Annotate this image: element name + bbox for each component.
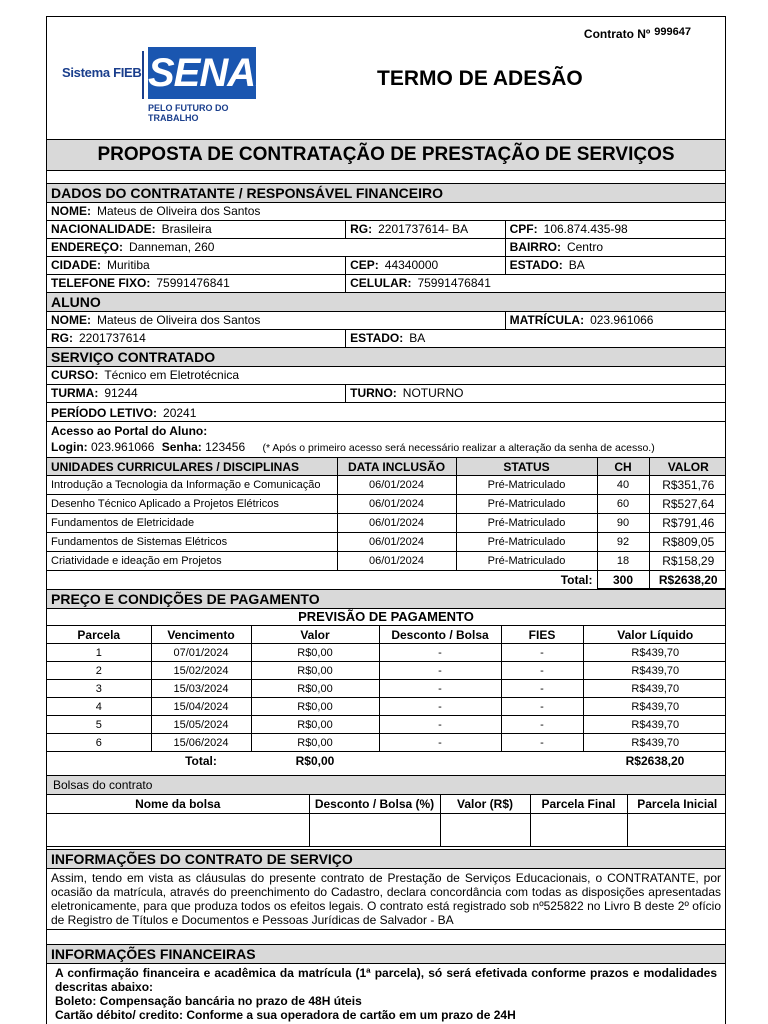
parcela-vencimento: 15/03/2024 (151, 680, 251, 698)
table-row (47, 644, 726, 662)
parcela-valor: R$0,00 (251, 644, 379, 662)
disciplina-valor: R$527,64 (649, 495, 726, 514)
aluno-nome: Mateus de Oliveira dos Santos (97, 313, 261, 327)
field-label: NACIONALIDADE: (51, 222, 156, 236)
payment-total-row (47, 752, 726, 770)
parcela-valor: R$0,00 (251, 698, 379, 716)
table-row (47, 734, 726, 752)
col-header: Parcela Inicial (627, 795, 726, 813)
field-label: PERÍODO LETIVO: (51, 406, 158, 420)
financial-info-boleto: Boleto: Compensação bancária no prazo de 48H úteis (55, 993, 362, 1008)
total-valor: R$0,00 (295, 753, 335, 768)
table-row (47, 476, 726, 495)
parcela-valor: R$0,00 (251, 734, 379, 752)
section-info-financeiras: INFORMAÇÕES FINANCEIRAS (47, 944, 725, 964)
field-label: RG: (350, 222, 373, 236)
section-servico: SERVIÇO CONTRATADO (47, 348, 725, 367)
parcela-desconto: - (379, 716, 501, 734)
parcela-liquido: R$439,70 (583, 716, 726, 734)
contratante-nacionalidade: Brasileira (161, 222, 212, 236)
col-header: Vencimento (151, 626, 251, 644)
section-pagamento: PREÇO E CONDIÇÕES DE PAGAMENTO (47, 589, 725, 609)
contract-number (584, 27, 691, 41)
field-label: ESTADO: (509, 258, 563, 272)
contratante-cep: 44340000 (384, 258, 439, 272)
disciplina-data: 06/01/2024 (337, 495, 456, 514)
bolsas-title: Bolsas do contrato (47, 776, 725, 795)
table-row (47, 552, 726, 571)
financial-info-p1: A confirmação financeira e acadêmica da matrícula (1ª parcela), só será efetivada conforme prazos e modalidades descritas abaixo: (55, 965, 717, 994)
col-header: Parcela (47, 626, 151, 644)
parcela-valor: R$0,00 (251, 680, 379, 698)
logo-divider (142, 51, 144, 99)
table-row (47, 680, 726, 698)
field-label: TELEFONE FIXO: (51, 276, 151, 290)
aluno-row-rg (47, 330, 725, 348)
field-label: CELULAR: (350, 276, 412, 290)
disciplina-valor: R$158,29 (649, 552, 726, 571)
contratante-row-endereco (47, 239, 725, 257)
contratante-row-nome (47, 203, 725, 221)
field-label: CIDADE: (51, 258, 101, 272)
parcela-desconto: - (379, 644, 501, 662)
parcela-num: 2 (47, 662, 151, 680)
parcela-valor: R$0,00 (251, 716, 379, 734)
disciplina-nome: Fundamentos de Sistemas Elétricos (47, 533, 337, 552)
disciplinas-total-row (47, 571, 726, 589)
aluno-row-nome (47, 312, 725, 330)
parcela-desconto: - (379, 680, 501, 698)
col-header: UNIDADES CURRICULARES / DISCIPLINAS (47, 458, 337, 476)
contract-number-label: Contrato Nº (583, 27, 651, 41)
section-aluno: ALUNO (47, 293, 725, 312)
logo-slogan: PELO FUTURO DO TRABALHO (148, 103, 229, 123)
servico-turno: NOTURNO (402, 386, 464, 400)
disciplina-status: Pré-Matriculado (456, 533, 597, 552)
disciplina-data: 06/01/2024 (337, 476, 456, 495)
parcela-liquido: R$439,70 (583, 662, 726, 680)
contratante-cpf: 106.874.435-98 (543, 222, 628, 236)
disciplina-ch: 40 (597, 476, 649, 495)
col-header: FIES (501, 626, 583, 644)
parcela-desconto: - (379, 734, 501, 752)
servico-row-periodo (47, 403, 725, 422)
disciplina-ch: 18 (597, 552, 649, 571)
field-label: NOME: (51, 204, 91, 218)
portal-access-label: Acesso ao Portal do Aluno: (51, 424, 208, 438)
disciplina-ch: 90 (597, 514, 649, 533)
contratante-nome: Mateus de Oliveira dos Santos (97, 204, 261, 218)
col-header: Parcela Final (530, 795, 627, 813)
login-label: Login: (51, 440, 88, 454)
disciplina-status: Pré-Matriculado (456, 514, 597, 533)
senha-label: Senha: (161, 440, 202, 454)
parcela-desconto: - (379, 662, 501, 680)
parcela-fies: - (501, 734, 583, 752)
parcela-liquido: R$439,70 (583, 734, 726, 752)
aluno-matricula: 023.961066 (590, 313, 654, 327)
total-liquido: R$2638,20 (625, 753, 685, 768)
financial-info-cartao: Cartão débito/ credito: Conforme a sua operadora de cartão em um prazo de 24H (55, 1007, 516, 1022)
parcela-num: 4 (47, 698, 151, 716)
parcela-liquido: R$439,70 (583, 698, 726, 716)
disciplina-data: 06/01/2024 (337, 533, 456, 552)
parcela-num: 6 (47, 734, 151, 752)
aluno-rg: 2201737614 (79, 331, 146, 345)
field-label: ESTADO: (350, 331, 404, 345)
col-header: CH (597, 458, 649, 476)
table-row (47, 662, 726, 680)
disciplina-ch: 60 (597, 495, 649, 514)
col-header: VALOR (649, 458, 726, 476)
servico-row-curso (47, 367, 725, 385)
servico-curso: Técnico em Eletrotécnica (104, 368, 240, 382)
senai-logo (62, 45, 266, 123)
login-value: 023.961066 (91, 440, 155, 454)
disciplina-valor: R$791,46 (649, 514, 726, 533)
field-label: CPF: (509, 222, 538, 236)
parcela-num: 1 (47, 644, 151, 662)
disciplinas-table (47, 457, 726, 589)
table-row (47, 495, 726, 514)
parcela-vencimento: 07/01/2024 (151, 644, 251, 662)
disciplina-nome: Criatividade e ideação em Projetos (47, 552, 337, 571)
logo-senai-mark: SENAI (148, 47, 256, 99)
table-row (47, 698, 726, 716)
field-label: RG: (51, 331, 73, 345)
servico-row-turma (47, 385, 725, 403)
parcela-fies: - (501, 662, 583, 680)
table-row (47, 813, 726, 846)
table-row (47, 533, 726, 552)
previsao-title: PREVISÃO DE PAGAMENTO (47, 609, 725, 626)
col-header: Nome da bolsa (47, 795, 309, 813)
col-header: Desconto / Bolsa (%) (309, 795, 440, 813)
col-header: DATA INCLUSÃO (337, 458, 456, 476)
spacer (47, 171, 725, 184)
disciplina-valor: R$351,76 (649, 476, 726, 495)
total-ch: 300 (597, 571, 649, 589)
contract-document (46, 16, 726, 1024)
field-label: CEP: (350, 258, 379, 272)
field-label: NOME: (51, 313, 91, 327)
col-header: Valor (R$) (440, 795, 530, 813)
disciplina-valor: R$809,05 (649, 533, 726, 552)
contract-clause-text: Assim, tendo em vista as cláusulas do presente contrato de Prestação de Serviços Educacionais, o CONTRATANTE, por ocasião da matrícula, através do preenchimento do Cadastro, declara concordância com todas as disposições apresentadas eletronicamente, para que produza todos os efeitos legais. O contrato está registrado sob nº525822 no Livro B deste 2º ofício de Registro de Títulos e Documentos e Pessoas Jurídicas de Salvador - BA (47, 869, 725, 930)
parcela-num: 5 (47, 716, 151, 734)
aluno-estado: BA (409, 331, 426, 345)
servico-periodo: 20241 (163, 406, 197, 420)
disciplina-status: Pré-Matriculado (456, 495, 597, 514)
contratante-bairro: Centro (566, 240, 603, 254)
disciplina-ch: 92 (597, 533, 649, 552)
parcela-valor: R$0,00 (251, 662, 379, 680)
contratante-cidade: Muritiba (107, 258, 150, 272)
parcela-vencimento: 15/05/2024 (151, 716, 251, 734)
disciplina-nome: Fundamentos de Eletricidade (47, 514, 337, 533)
col-header: STATUS (456, 458, 597, 476)
field-label: TURMA: (51, 386, 99, 400)
parcela-fies: - (501, 698, 583, 716)
payment-table (47, 626, 726, 769)
contratante-telefone: 75991476841 (156, 276, 230, 290)
parcela-liquido: R$439,70 (583, 644, 726, 662)
contratante-celular: 75991476841 (417, 276, 491, 290)
field-label: CURSO: (51, 368, 99, 382)
bolsas-section (47, 775, 725, 847)
field-label: TURNO: (350, 386, 397, 400)
total-label: Total: (560, 572, 593, 587)
disciplina-data: 06/01/2024 (337, 552, 456, 571)
disciplina-nome: Desenho Técnico Aplicado a Projetos Elétricos (47, 495, 337, 514)
contratante-endereco: Danneman, 260 (129, 240, 215, 254)
document-title: TERMO DE ADESÃO (377, 67, 583, 90)
total-label: Total: (185, 753, 217, 768)
servico-turma: 91244 (104, 386, 138, 400)
table-row (47, 716, 726, 734)
proposal-title: PROPOSTA DE CONTRATAÇÃO DE PRESTAÇÃO DE SERVIÇOS (47, 140, 725, 171)
contratante-row-docs (47, 221, 725, 239)
parcela-vencimento: 15/06/2024 (151, 734, 251, 752)
col-header: Valor Líquido (583, 626, 726, 644)
table-row (47, 514, 726, 533)
financial-info (47, 964, 725, 1024)
senha-value: 123456 (205, 440, 246, 454)
contratante-row-telefone (47, 275, 725, 293)
parcela-vencimento: 15/04/2024 (151, 698, 251, 716)
contratante-estado: BA (568, 258, 585, 272)
section-contratante: DADOS DO CONTRATANTE / RESPONSÁVEL FINANCEIRO (47, 184, 725, 203)
contratante-rg: 2201737614- BA (378, 222, 469, 236)
field-label: MATRÍCULA: (509, 313, 585, 327)
col-header: Desconto / Bolsa (379, 626, 501, 644)
field-label: ENDEREÇO: (51, 240, 124, 254)
disciplina-data: 06/01/2024 (337, 514, 456, 533)
total-valor: R$2638,20 (649, 571, 726, 589)
disciplina-nome: Introdução a Tecnologia da Informação e Comunicação (47, 476, 337, 495)
section-info-contrato: INFORMAÇÕES DO CONTRATO DE SERVIÇO (47, 849, 725, 869)
disciplina-status: Pré-Matriculado (456, 552, 597, 571)
portal-access (47, 422, 725, 457)
parcela-liquido: R$439,70 (583, 680, 726, 698)
field-label: BAIRRO: (509, 240, 561, 254)
contratante-row-cidade (47, 257, 725, 275)
bolsas-table (47, 795, 726, 847)
document-header (47, 17, 725, 140)
parcela-fies: - (501, 644, 583, 662)
parcela-fies: - (501, 716, 583, 734)
disciplina-status: Pré-Matriculado (456, 476, 597, 495)
logo-fieb-text: Sistema FIEB (62, 65, 142, 80)
parcela-vencimento: 15/02/2024 (151, 662, 251, 680)
parcela-fies: - (501, 680, 583, 698)
portal-note: (* Após o primeiro acesso será necessário realizar a alteração da senha de acesso.) (262, 442, 655, 454)
contract-number-value: 999647 (654, 26, 691, 38)
col-header: Valor (251, 626, 379, 644)
parcela-desconto: - (379, 698, 501, 716)
parcela-num: 3 (47, 680, 151, 698)
